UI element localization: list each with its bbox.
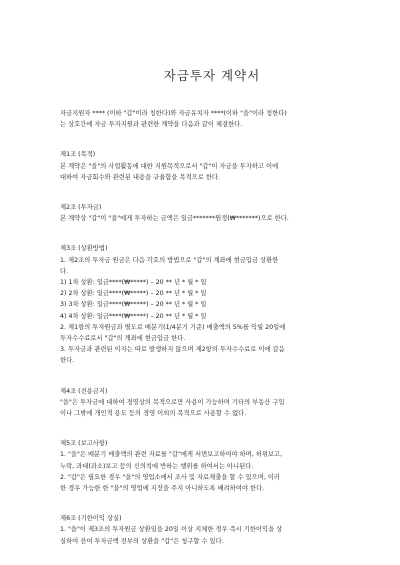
article-line: 3) 3차 상환: 일금****(₩*****) – 20 ** 년 * 월 * 일: [60, 301, 207, 309]
article-line: 투자수수료로서 "갑"의 계좌에 현금입금 한다.: [60, 335, 186, 343]
intro-line: 는 상호간에 자금 투자지원과 관련한 계약을 다음과 같이 체결한다.: [60, 121, 243, 129]
article-6: [60, 513, 364, 547]
article-line: 3. 투자금과 관련된 이자는 따로 발생하지 않으며 제2항의 투자수수료로 이에 갈음: [60, 346, 285, 354]
article-line: 누락, 과대(과소)보고 등의 신의칙에 반하는 행위를 하여서는 아니된다.: [60, 462, 254, 470]
article-line: 2. "갑"은 필요한 경우 "을"의 영업소에서 조사 및 자료제출을 할 수 있으며, 이러: [60, 473, 281, 481]
article-5: [60, 438, 364, 494]
intro-paragraph: [60, 108, 364, 130]
article-line: 다.: [60, 267, 69, 275]
article-1: [60, 149, 364, 183]
article-line: 1. "을"은 매분기 매출액의 관련 자료를 "갑"에게 서면보고하여야 하며, 허위보고,: [60, 451, 283, 459]
article-heading: 제3조 (상환방법): [60, 245, 108, 253]
article-line: 1. 제2조의 투자금 원금은 다음 각호의 방법으로 "갑"의 계좌에 현금입금 상환한: [60, 256, 279, 264]
article-line: 한다.: [60, 357, 75, 365]
article-line: 1. "을"이 제3조의 투자원금 상환일을 20일 이상 지체한 경우 즉시 기한이익을 상: [60, 526, 283, 534]
article-heading: 제2조 (투자금): [60, 204, 102, 212]
article-line: 이나 그밖에 개인적 용도 등의 경영 이외의 목적으로 사용할 수 없다.: [60, 410, 247, 418]
article-heading: 제6조 (기한이익 상실): [60, 515, 122, 523]
article-2: [60, 202, 364, 224]
article-heading: 제5조 (보고사항): [60, 440, 108, 448]
article-line: 1) 1차 상환: 일금****(₩*****) – 20 ** 년 * 월 * 일: [60, 279, 207, 287]
article-line: 실하여 잔여 투자금액 전부의 상환을 "갑"은 청구할 수 있다.: [60, 537, 224, 545]
intro-line: 자금지원자 **** (이하 "갑"이라 칭한다)와 자금유치자 ****(이하 "을"이라 칭한다): [60, 110, 287, 117]
article-line: 대하여 자금회수와 관련된 내용을 규율함을 목적으로 한다.: [60, 173, 220, 181]
article-line: 2) 2차 상환: 일금****(₩*****) – 20 ** 년 * 월 * 일: [60, 290, 207, 298]
article-line: 본 계약은 "을"의 사업활동에 대한 지원목적으로서 "갑"이 자금을 투자하고 이에: [60, 162, 279, 170]
article-4: [60, 386, 364, 420]
article-line: 2. 제1항의 투자원금과 별도로 매분기(1/4분기 기준) 매출액의 5%를 익월 20일에: [60, 323, 286, 331]
article-line: 본 계약상 "갑"이 "을"에게 투자하는 금액은 일금*******원정(₩*******)으로 한다.: [60, 215, 289, 223]
article-line: 한 경우 가능한 한 "을"의 영업에 지장을 주지 아니하도록 배려하여야 한다.: [60, 485, 265, 493]
article-heading: 제1조 (목적): [60, 151, 96, 159]
article-line: 4) 4차 상환: 일금****(₩*****) – 20 ** 년 * 월 * 일: [60, 312, 207, 320]
document-title: 자금투자 계약서: [163, 68, 261, 83]
article-line: "을"은 투자금에 대하여 경영상의 목적으로만 사용이 가능하며 기타의 부동산 구입: [60, 398, 285, 406]
article-3: [60, 243, 364, 366]
article-heading: 제4조 (전용금지): [60, 387, 108, 395]
